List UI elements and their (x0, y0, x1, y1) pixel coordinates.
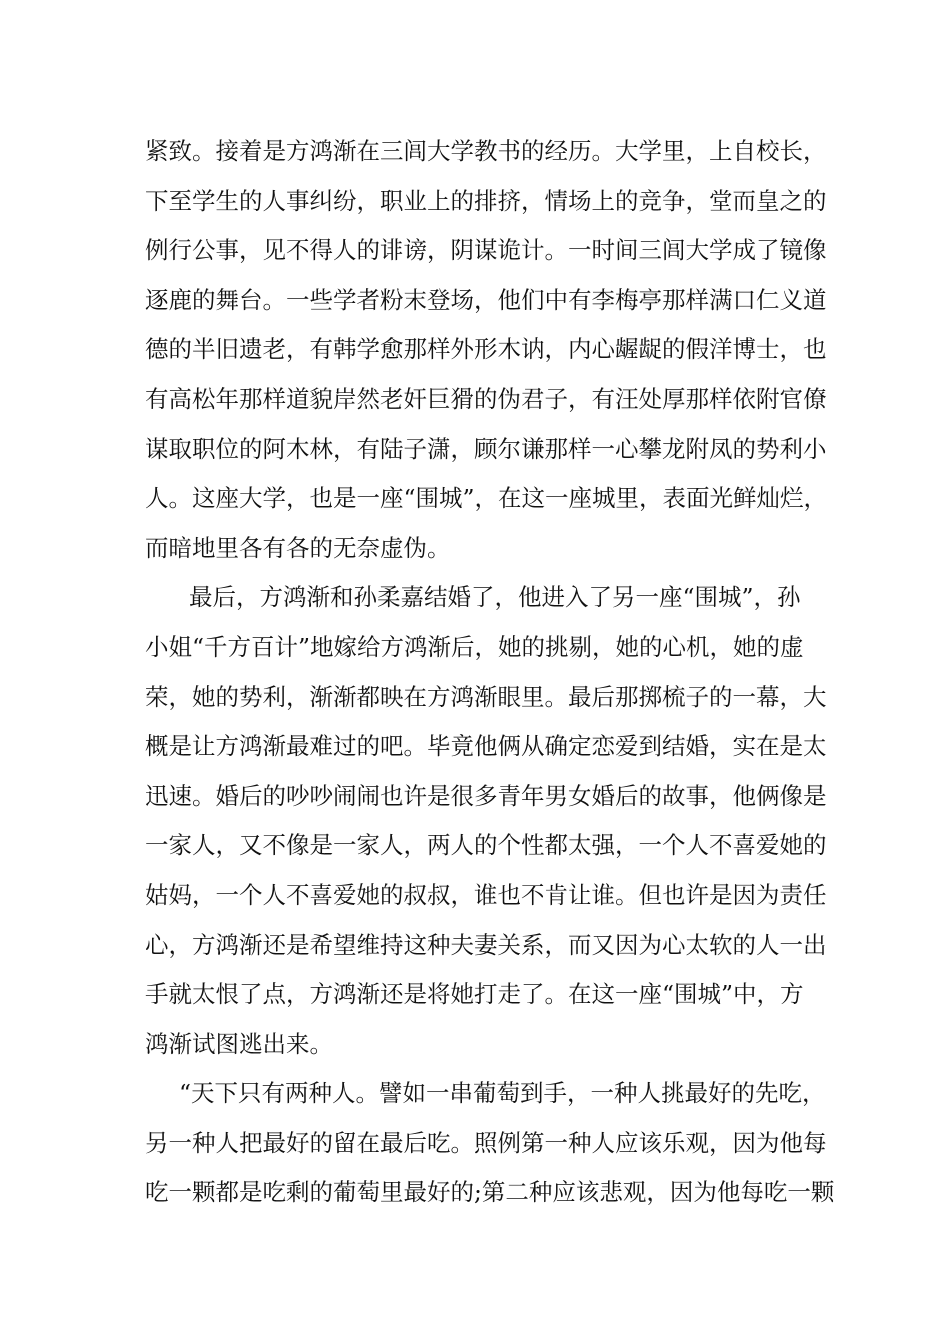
text-line: 心，方鸿渐还是希望维持这种夫妻关系，而又因为心太软的人一出 (145, 930, 827, 959)
text-line: 人。这座大学，也是一座“围城”，在这一座城里，表面光鲜灿烂， (145, 484, 828, 513)
text-line: 吃一颗都是吃剩的葡萄里最好的;第二种应该悲观，因为他每吃一颗 (145, 1178, 835, 1207)
text-line: 鸿渐试图逃出来。 (145, 1029, 333, 1058)
text-line: 有高松年那样道貌岸然老奸巨猾的伪君子，有汪处厚那样依附官僚 (145, 384, 827, 413)
text-line: 例行公事，见不得人的诽谤，阴谋诡计。一时间三闾大学成了镜像 (145, 236, 827, 265)
text-line: 另一种人把最好的留在最后吃。照例第一种人应该乐观，因为他每 (145, 1128, 827, 1157)
text-line: 而暗地里各有各的无奈虚伪。 (145, 533, 451, 562)
text-line: 逐鹿的舞台。一些学者粉末登场，他们中有李梅亭那样满口仁义道 (145, 285, 827, 314)
text-line: 荣，她的势利，渐渐都映在方鸿渐眼里。最后那掷梳子的一幕，大 (145, 682, 827, 711)
text-line: 概是让方鸿渐最难过的吧。毕竟他俩从确定恋爱到结婚，实在是太 (145, 732, 827, 761)
body-text (145, 127, 835, 1218)
paragraph-first-line: 最后，方鸿渐和孙柔嘉结婚了，他进入了另一座“围城”，孙 (189, 583, 801, 612)
text-line: 谋取职位的阿木林，有陆子潇，顾尔谦那样一心攀龙附凤的势利小 (145, 434, 827, 463)
text-line: 下至学生的人事纠纷，职业上的排挤，情场上的竞争，堂而皇之的 (145, 186, 827, 215)
text-line: 姑妈，一个人不喜爱她的叔叔，谁也不肯让谁。但也许是因为责任 (145, 880, 827, 909)
text-line: 手就太恨了点，方鸿渐还是将她打走了。在这一座“围城”中，方 (145, 980, 804, 1009)
text-line: 迅速。婚后的吵吵闹闹也许是很多青年男女婚后的故事，他俩像是 (145, 781, 827, 810)
text-line: 德的半旧遗老，有韩学愈那样外形木讷，内心龌龊的假洋博士，也 (145, 335, 827, 364)
text-line: 小姐“千方百计”地嫁给方鸿渐后，她的挑剔，她的心机，她的虚 (145, 632, 804, 661)
paragraph-first-line: “天下只有两种人。譬如一串葡萄到手，一种人挑最好的先吃， (179, 1079, 826, 1108)
text-line: 紧致。接着是方鸿渐在三闾大学教书的经历。大学里，上自校长， (145, 137, 827, 165)
text-line: 一家人，又不像是一家人，两人的个性都太强，一个人不喜爱她的 (145, 831, 827, 860)
